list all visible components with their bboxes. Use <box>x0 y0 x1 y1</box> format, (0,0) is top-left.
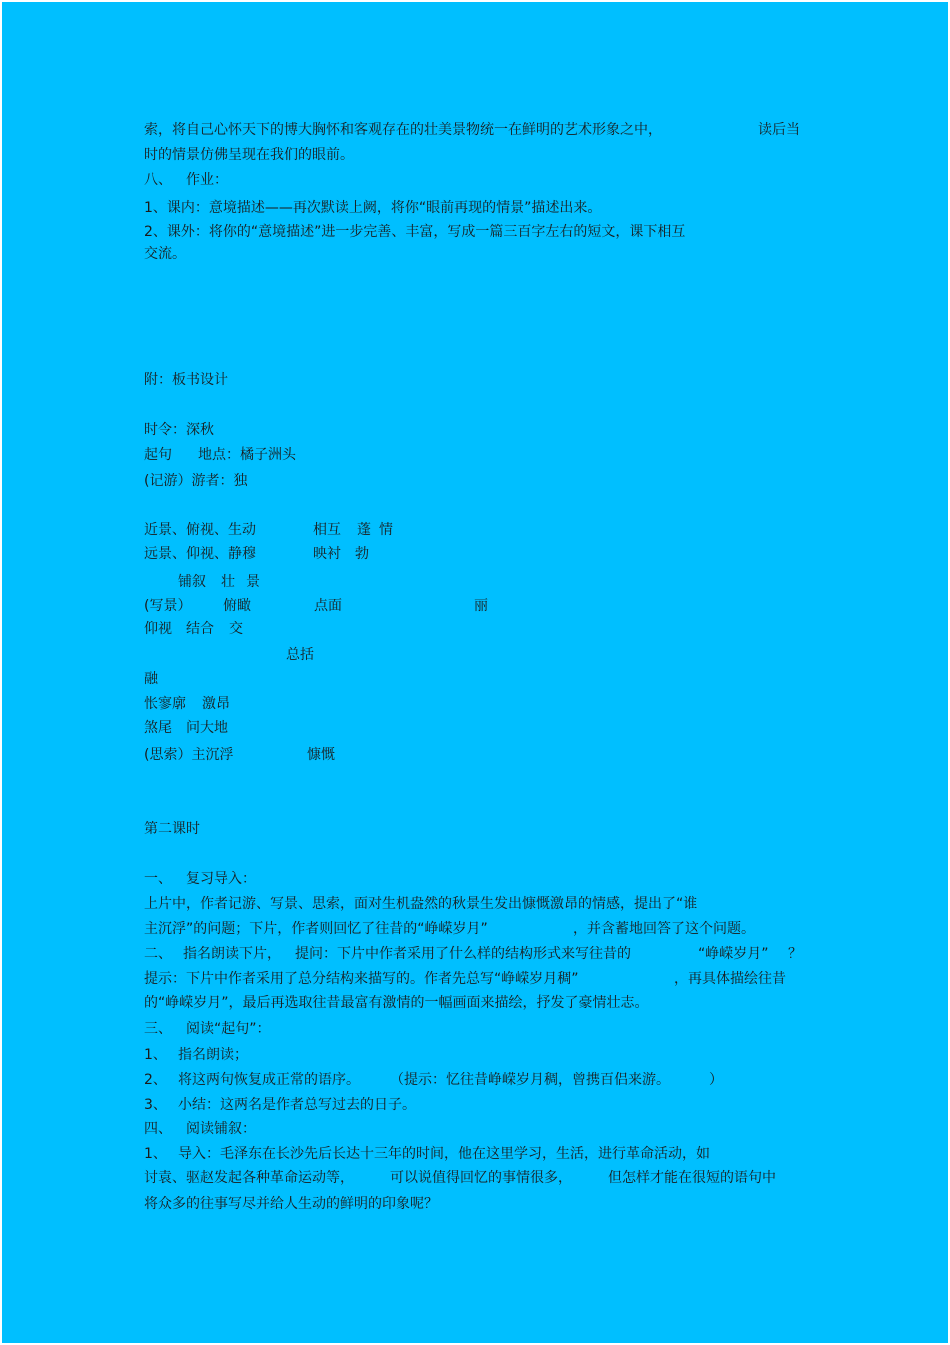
text-line: 的“峥嵘岁月”，最后再选取往昔最富有激情的一幅画面来描绘，抒发了豪情壮志。 <box>144 995 649 1011</box>
text-line: 提示：下片中作者采用了总分结构来描写的。作者先总写“峥嵘岁月稠” <box>144 971 579 987</box>
text-line: 1、课内：意境描述——再次默读上阙，将你“眼前再现的情景”描述出来。 <box>144 200 602 216</box>
text-line: 交流。 <box>144 246 186 262</box>
list-item: （提示：忆往昔峥嵘岁月稠，曾携百侣来游。 <box>390 1072 670 1088</box>
board-line: 结合 <box>186 621 214 637</box>
board-line: 交 <box>229 621 243 637</box>
section-heading: 二、 <box>144 946 172 962</box>
section-heading: 复习导入： <box>186 871 256 887</box>
list-item: ） <box>709 1072 723 1088</box>
board-line: 起句 <box>144 447 172 463</box>
board-line: 丽 <box>474 598 488 614</box>
board-line: 慷慨 <box>307 747 335 763</box>
document-page <box>2 2 948 1343</box>
board-line: 怅寥廓 <box>144 696 186 712</box>
board-line: 地点：橘子洲头 <box>198 447 296 463</box>
board-line: 壮 <box>221 574 235 590</box>
board-line: 映衬 <box>313 546 341 562</box>
text-line: ，再具体描绘往昔 <box>674 971 786 987</box>
board-line: 俯瞰 <box>223 598 251 614</box>
text-line: ？ <box>788 946 802 962</box>
list-item: 2、 <box>144 1072 167 1088</box>
text-line: ，并含蓄地回答了这个问题。 <box>573 921 755 937</box>
text-line: 但怎样才能在很短的语句中 <box>608 1170 776 1186</box>
text-line: 索，将自己心怀天下的博大胸怀和客观存在的壮美景物统一在鲜明的艺术形象之中， <box>144 122 662 138</box>
list-item: 将这两句恢复成正常的语序。 <box>178 1072 360 1088</box>
board-line: 时令：深秋 <box>144 422 214 438</box>
section-heading: 阅读铺叙： <box>186 1121 256 1137</box>
section-heading: 三、 <box>144 1021 172 1037</box>
board-line: 近景、俯视、生动 <box>144 522 256 538</box>
section-heading: 作业： <box>186 172 228 188</box>
list-item: 1、 <box>144 1047 167 1063</box>
board-line: 总括 <box>286 647 314 663</box>
board-line: 点面 <box>314 598 342 614</box>
list-item: 3、 <box>144 1097 167 1113</box>
board-line: (思索）主沉浮 <box>144 747 234 763</box>
list-item: 小结：这两名是作者总写过去的日子。 <box>178 1097 416 1113</box>
board-line: 问大地 <box>186 720 228 736</box>
board-line: 铺叙 <box>178 574 206 590</box>
board-line: 激昂 <box>202 696 230 712</box>
section-heading: 八、 <box>144 172 172 188</box>
text-line: 讨袁、驱赵发起各种革命运动等， <box>144 1170 354 1186</box>
text-line: 上片中，作者记游、写景、思索，面对生机盎然的秋景生发出慷慨激昂的情感，提出了“谁 <box>144 896 698 912</box>
text-line: 指名朗读下片， <box>183 946 281 962</box>
board-line: 融 <box>144 671 158 687</box>
text-line: 提问：下片中作者采用了什么样的结构形式来写往昔的 <box>295 946 631 962</box>
text-line: 读后当 <box>758 122 800 138</box>
board-design-title: 附：板书设计 <box>144 372 228 388</box>
text-line: 可以说值得回忆的事情很多， <box>390 1170 572 1186</box>
board-line: 煞尾 <box>144 720 172 736</box>
text-line: 时的情景仿佛呈现在我们的眼前。 <box>144 147 354 163</box>
section-heading: 一、 <box>144 871 172 887</box>
section-heading: 四、 <box>144 1121 172 1137</box>
text-line: 主沉浮”的问题；下片，作者则回忆了往昔的“峥嵘岁月” <box>144 921 488 937</box>
board-line: 景 <box>246 574 260 590</box>
text-line: “峥嵘岁月” <box>698 946 769 962</box>
board-line: 远景、仰视、静穆 <box>144 546 256 562</box>
text-line: 2、课外：将你的“意境描述”进一步完善、丰富，写成一篇三百字左右的短文，课下相互 <box>144 224 686 240</box>
board-line: (写景） <box>144 598 192 614</box>
lesson-title: 第二课时 <box>144 821 200 837</box>
list-item: 1、 <box>144 1146 167 1162</box>
board-line: 仰视 <box>144 621 172 637</box>
board-line: 情 <box>379 522 393 538</box>
section-heading: 阅读“起句”： <box>186 1021 271 1037</box>
list-item: 指名朗读； <box>178 1047 248 1063</box>
board-line: 勃 <box>355 546 369 562</box>
board-line: (记游）游者：独 <box>144 473 248 489</box>
board-line: 蓬 <box>357 522 371 538</box>
board-line: 相互 <box>313 522 341 538</box>
list-item: 导入：毛泽东在长沙先后长达十三年的时间，他在这里学习，生活，进行革命活动，如 <box>178 1146 710 1162</box>
text-line: 将众多的往事写尽并给人生动的鲜明的印象呢？ <box>144 1196 438 1212</box>
